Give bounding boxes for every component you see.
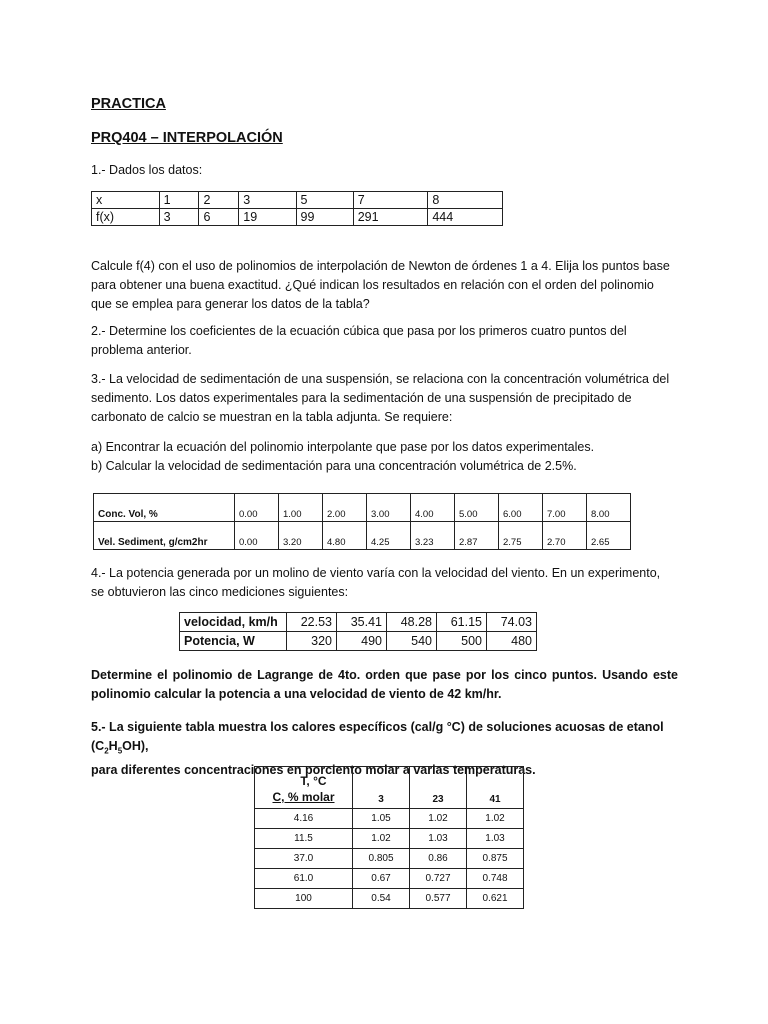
table-cell: 1.02 <box>467 809 524 829</box>
table-cell: 540 <box>387 632 437 651</box>
table-cell: 6.00 <box>499 494 543 522</box>
problem-1-text <box>91 257 681 314</box>
table-cell: 0.875 <box>467 849 524 869</box>
table-cell: 74.03 <box>487 613 537 632</box>
text-line: para obtener una buena exactitud. ¿Qué indican los resultados en relación con el orden del polinomio <box>91 278 654 292</box>
table-row <box>255 889 524 909</box>
table-cell: 0.748 <box>467 869 524 889</box>
table-cell: 8 <box>428 192 503 209</box>
table-cell: 99 <box>296 209 353 226</box>
table-cell: 1.02 <box>410 809 467 829</box>
text-line: Determine el polinomio de Lagrange de 4to. orden que pase por los cinco puntos. Usando este <box>91 668 678 682</box>
table-cell: 6 <box>199 209 239 226</box>
document-title: PRACTICA <box>91 96 166 112</box>
table-cell: 1.03 <box>467 829 524 849</box>
table-cell: 100 <box>255 889 353 909</box>
header-temperature: T, °C <box>300 774 327 788</box>
table-cell: 2.00 <box>323 494 367 522</box>
row-label: velocidad, km/h <box>180 613 287 632</box>
table-row <box>92 192 503 209</box>
problem-2-text <box>91 322 681 360</box>
table-cell: 4.80 <box>323 522 367 550</box>
table-cell: 2.65 <box>587 522 631 550</box>
table-row <box>255 829 524 849</box>
table-cell: 0.86 <box>410 849 467 869</box>
item-b: b) Calcular la velocidad de sedimentación para una concentración volumétrica de 2.5%. <box>91 459 577 473</box>
table-cell: 5 <box>296 192 353 209</box>
table-cell: 0.00 <box>235 522 279 550</box>
table-cell: 3 <box>239 192 296 209</box>
text-line: sedimento. Los datos experimentales para la sedimentación de una suspensión de precipitado de <box>91 391 632 405</box>
table-cell: 0.54 <box>353 889 410 909</box>
table-row <box>255 869 524 889</box>
header-cell <box>255 767 353 809</box>
text-line: carbonato de calcio se muestran en la tabla adjunta. Se requiere: <box>91 410 453 424</box>
table-cell: 1.05 <box>353 809 410 829</box>
table-cell: 2.75 <box>499 522 543 550</box>
text-run: OH), <box>122 739 149 753</box>
table-cell: 61.0 <box>255 869 353 889</box>
text-line: se obtuvieron las cinco mediciones siguientes: <box>91 585 349 599</box>
table-row <box>92 209 503 226</box>
table-cell: 0.00 <box>235 494 279 522</box>
table-row <box>94 522 631 550</box>
table-cell: 3.00 <box>367 494 411 522</box>
text-run: 5.- La siguiente tabla muestra los calores específicos (cal/g °C) de soluciones acuosas de etanol (C <box>91 720 664 753</box>
table-header-row <box>255 767 524 809</box>
table-cell: 19 <box>239 209 296 226</box>
table-cell: 291 <box>353 209 428 226</box>
text-run: H <box>108 739 118 753</box>
document-subtitle: PRQ404 – INTERPOLACIÓN <box>91 130 283 146</box>
problem-4-table <box>179 612 537 651</box>
problem-3-text <box>91 370 681 427</box>
text-line: Calcule f(4) con el uso de polinomios de interpolación de Newton de órdenes 1 a 4. Elija los puntos base <box>91 259 670 273</box>
table-cell: 3.23 <box>411 522 455 550</box>
text-line: 4.- La potencia generada por un molino de viento varía con la velocidad del viento. En un experimento, <box>91 566 661 580</box>
problem-3-items <box>91 438 681 476</box>
text-line: problema anterior. <box>91 343 192 357</box>
header-concentration: C, % molar <box>272 790 335 804</box>
table-cell: 4.16 <box>255 809 353 829</box>
table-cell: 0.67 <box>353 869 410 889</box>
table-cell: f(x) <box>92 209 160 226</box>
problem-5-table <box>254 766 524 909</box>
subscript: 5 <box>117 746 123 756</box>
row-label: Vel. Sediment, g/cm2hr <box>94 522 235 550</box>
table-cell: 1 <box>159 192 199 209</box>
table-row <box>94 494 631 522</box>
table-cell: 2 <box>199 192 239 209</box>
header-cell: 23 <box>410 767 467 809</box>
header-cell: 3 <box>353 767 410 809</box>
table-cell: 8.00 <box>587 494 631 522</box>
row-label: Potencia, W <box>180 632 287 651</box>
table-cell: 3 <box>159 209 199 226</box>
table-cell: 490 <box>337 632 387 651</box>
table-cell: 1.02 <box>353 829 410 849</box>
table-cell: 480 <box>487 632 537 651</box>
table-row <box>255 809 524 829</box>
table-row <box>180 613 537 632</box>
problem-3-table <box>93 493 631 550</box>
row-label: Conc. Vol, % <box>94 494 235 522</box>
item-a: a) Encontrar la ecuación del polinomio interpolante que pase por los datos experimentales. <box>91 440 595 454</box>
table-cell: 0.805 <box>353 849 410 869</box>
problem-1-intro: 1.- Dados los datos: <box>91 163 203 177</box>
problem-4-question <box>91 666 678 704</box>
table-cell: 61.15 <box>437 613 487 632</box>
table-cell: 11.5 <box>255 829 353 849</box>
table-cell: 0.621 <box>467 889 524 909</box>
table-cell: 500 <box>437 632 487 651</box>
text-line: 3.- La velocidad de sedimentación de una suspensión, se relaciona con la concentración volumétrica del <box>91 372 670 386</box>
table-cell: 444 <box>428 209 503 226</box>
problem-1-table <box>91 191 503 226</box>
text-line: para diferentes concentraciones en porciento molar a varias temperaturas. <box>91 762 536 777</box>
table-cell: x <box>92 192 160 209</box>
text-line: 2.- Determine los coeficientes de la ecuación cúbica que pasa por los primeros cuatro puntos del <box>91 324 627 338</box>
table-cell: 5.00 <box>455 494 499 522</box>
table-cell: 1.03 <box>410 829 467 849</box>
table-cell: 35.41 <box>337 613 387 632</box>
table-cell: 22.53 <box>287 613 337 632</box>
table-cell: 48.28 <box>387 613 437 632</box>
table-cell: 3.20 <box>279 522 323 550</box>
table-cell: 320 <box>287 632 337 651</box>
table-cell: 7 <box>353 192 428 209</box>
text-line: que se emplea para generar los datos de la tabla? <box>91 297 370 311</box>
table-row <box>255 849 524 869</box>
table-cell: 2.87 <box>455 522 499 550</box>
table-cell: 1.00 <box>279 494 323 522</box>
table-cell: 7.00 <box>543 494 587 522</box>
text-line: polinomio calcular la potencia a una velocidad de viento de 42 km/hr. <box>91 687 502 701</box>
table-cell: 4.25 <box>367 522 411 550</box>
table-row <box>180 632 537 651</box>
problem-4-text <box>91 564 681 602</box>
table-cell: 0.727 <box>410 869 467 889</box>
table-cell: 2.70 <box>543 522 587 550</box>
subscript: 2 <box>104 746 109 756</box>
table-cell: 4.00 <box>411 494 455 522</box>
table-cell: 0.577 <box>410 889 467 909</box>
header-cell: 41 <box>467 767 524 809</box>
text-line <box>91 718 681 761</box>
table-cell: 37.0 <box>255 849 353 869</box>
